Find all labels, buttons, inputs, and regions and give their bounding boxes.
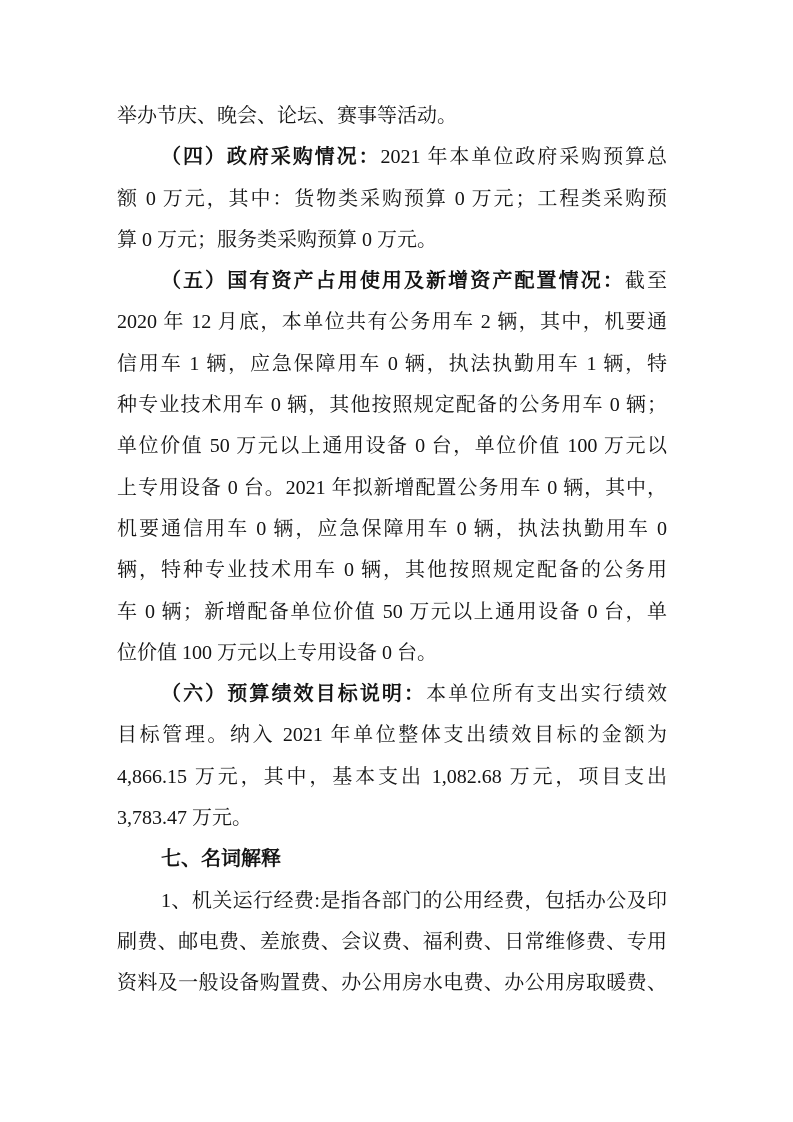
document-line [117,550,667,591]
text-segment: 上专用设备 0 台。2021 年拟新增配置公务用车 0 辆，其中， [117,476,667,499]
text-segment: 本单位所有支出实行绩效 [426,683,667,706]
text-segment: 单位价值 50 万元以上通用设备 0 台，单位价值 100 万元以 [117,435,667,458]
document-line [117,881,667,922]
text-segment: 目标管理。纳入 2021 年单位整体支出绩效目标的金额为 [117,724,667,747]
text-segment: 机要通信用车 0 辆，应急保障用车 0 辆，执法执勤用车 0 [117,517,667,540]
bold-text-segment: 七、名词解释 [161,848,281,871]
text-segment: 3,783.47 万元。 [117,807,252,830]
text-segment: 截至 [624,270,667,293]
text-segment: 位价值 100 万元以上专用设备 0 台。 [117,641,437,664]
text-segment: 信用车 1 辆，应急保障用车 0 辆，执法执勤用车 1 辆，特 [117,352,667,375]
document-line [117,468,667,509]
text-segment: 1、机关运行经费:是指各部门的公用经费，包括办公及印 [161,889,667,912]
text-segment: 算 0 万元；服务类采购预算 0 万元。 [117,228,437,251]
document-line [117,220,667,261]
bold-text-segment: （六）预算绩效目标说明： [161,683,427,706]
document-line [117,633,667,674]
document-line [117,344,667,385]
text-segment: 辆，特种专业技术用车 0 辆，其他按照规定配备的公务用 [117,559,667,582]
document-line [117,137,667,178]
document-line [117,592,667,633]
document-line [117,96,667,137]
document-line [117,426,667,467]
paragraph-activities-continuation [117,96,667,137]
text-block [117,96,667,1005]
section-heading-line [117,839,667,880]
heading-terms-explanation [117,839,667,880]
text-segment: 车 0 辆；新增配备单位价值 50 万元以上通用设备 0 台，单 [117,600,667,623]
document-line [117,757,667,798]
document-line [117,179,667,220]
text-segment: 4,866.15 万元，其中，基本支出 1,082.68 万元，项目支出 [117,765,667,788]
paragraph-term-agency-operating-funds [117,881,667,1005]
text-segment: 2021 年本单位政府采购预算总 [380,146,667,169]
document-line [117,261,667,302]
text-segment: 资料及一般设备购置费、办公用房水电费、办公用房取暖费、 [117,972,667,995]
paragraph-government-procurement [117,137,667,261]
bold-text-segment: （五）国有资产占用使用及新增资产配置情况： [161,270,625,293]
text-segment: 2020 年 12 月底，本单位共有公务用车 2 辆，其中，机要通 [117,311,667,334]
paragraph-budget-performance [117,674,667,839]
document-line [117,715,667,756]
text-segment: 种专业技术用车 0 辆，其他按照规定配备的公务用车 0 辆； [117,394,667,417]
document-line [117,963,667,1004]
document-line [117,385,667,426]
document-line [117,798,667,839]
text-segment: 举办节庆、晚会、论坛、赛事等活动。 [117,105,457,127]
text-segment: 额 0 万元，其中：货物类采购预算 0 万元；工程类采购预 [117,187,667,210]
document-line [117,509,667,550]
document-line [117,922,667,963]
document-line [117,674,667,715]
bold-text-segment: （四）政府采购情况： [161,146,381,169]
document-line [117,302,667,343]
text-segment: 刷费、邮电费、差旅费、会议费、福利费、日常维修费、专用 [117,930,667,953]
paragraph-state-assets [117,261,667,674]
